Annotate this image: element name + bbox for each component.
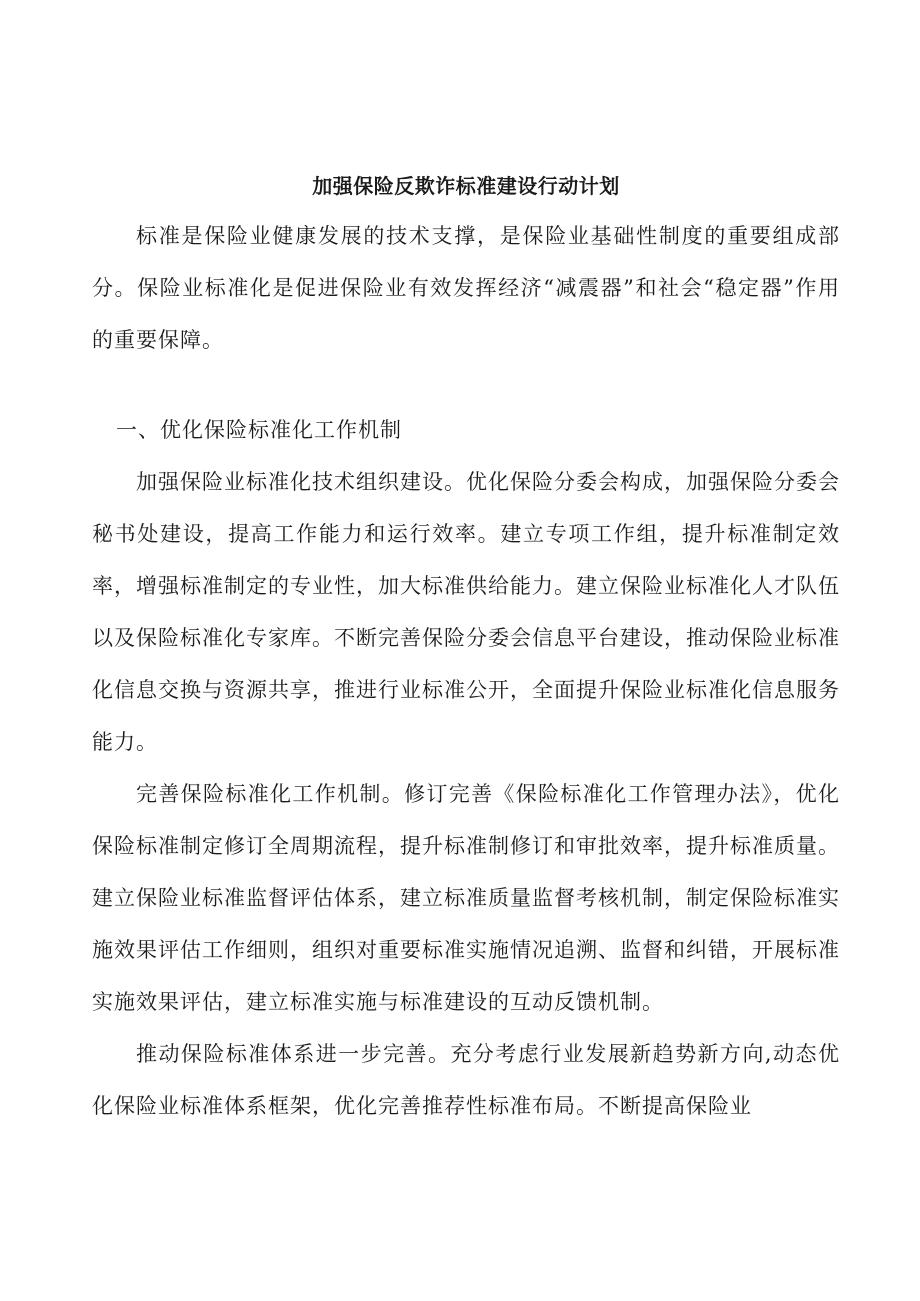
intro-paragraph: 标准是保险业健康发展的技术支撑，是保险业基础性制度的重要组成部分。保险业标准化是促进保险业有效发挥经济“减震器”和社会“稳定器”作用的重要保障。 — [92, 224, 840, 352]
section-heading-1: 一、优化保险标准化工作机制 — [116, 418, 402, 442]
section-gap — [92, 366, 840, 386]
document-title: 加强保险反欺诈标准建设行动计划 — [312, 174, 620, 198]
section1-paragraph-3: 推动保险标准体系进一步完善。充分考虑行业发展新趋势新方向,动态优化保险业标准体系框架，优化完善推荐性标准布局。不断提高保险业 — [92, 1042, 840, 1118]
section1-paragraph-2: 完善保险标准化工作机制。修订完善《保险标准化工作管理办法》，优化保险标准制定修订全周期流程，提升标准制修订和审批效率，提升标准质量。建立保险业标准监督评估体系，建立标准质量监督考核机制，制定保险标准实施效果评估工作细则，组织对重要标准实施情况追溯、监督和纠错，开展标准实施效果评估，建立标准实施与标准建设的互动反馈机制。 — [92, 782, 840, 1014]
section1-paragraph-1: 加强保险业标准化技术组织建设。优化保险分委会构成，加强保险分委会秘书处建设，提高工作能力和运行效率。建立专项工作组，提升标准制定效率，增强标准制定的专业性，加大标准供给能力。建立保险业标准化人才队伍以及保险标准化专家库。不断完善保险分委会信息平台建设，推动保险业标准化信息交换与资源共享，推进行业标准公开，全面提升保险业标准化信息服务能力。 — [92, 470, 840, 754]
document-page — [92, 168, 840, 1132]
